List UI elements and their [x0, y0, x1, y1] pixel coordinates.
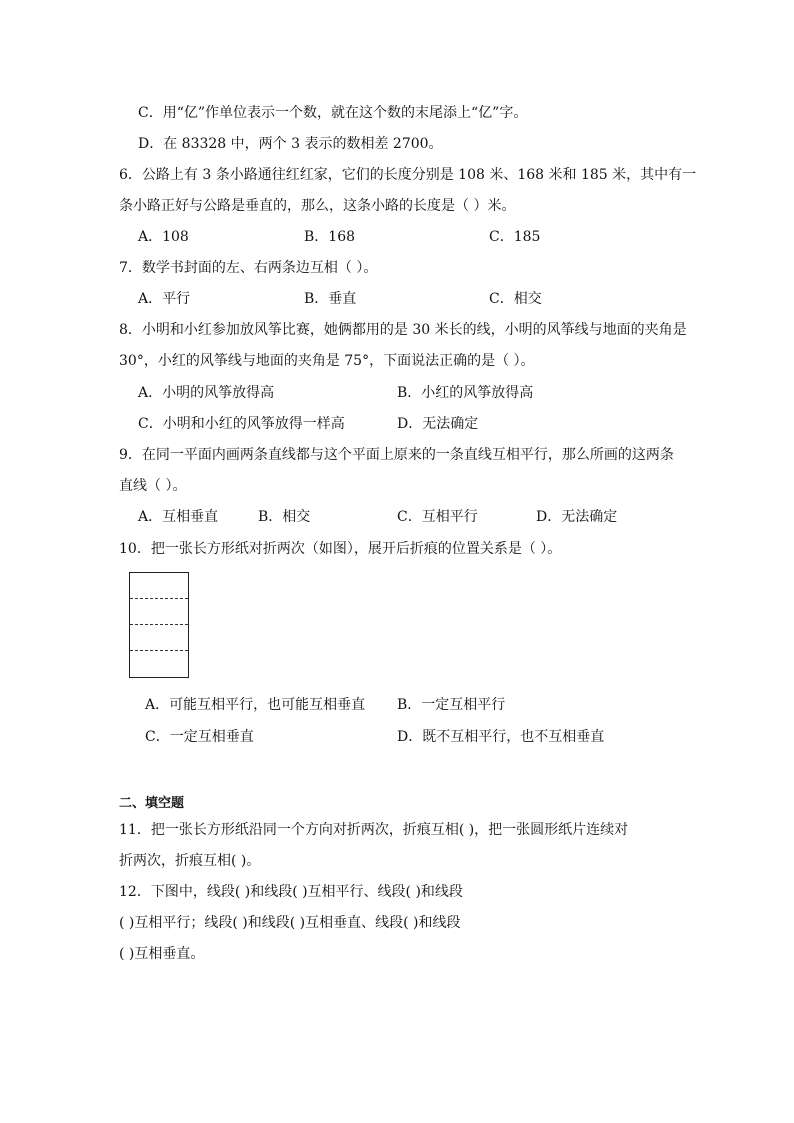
q12-stem-line1: 12．下图中，线段( )和线段( )互相平行、线段( )和线段: [119, 884, 463, 900]
q8-stem-line2: 30°，小红的风筝线与地面的夹角是 75°，下面说法正确的是（ ）。: [119, 353, 535, 369]
q8-option-c: C．小明和小红的风筝放得一样高: [138, 416, 345, 432]
q9-option-c: C．互相平行: [397, 509, 478, 525]
q10-stem: 10．把一张长方形纸对折两次（如图），展开后折痕的位置关系是（ ）。: [119, 541, 562, 557]
q10-option-a: A．可能互相平行，也可能互相垂直: [145, 697, 366, 713]
q9-option-b: B．相交: [258, 509, 311, 525]
q9-option-a: A．互相垂直: [138, 509, 219, 525]
q8-option-d: D．无法确定: [397, 416, 479, 432]
q7-option-a: A．平行: [138, 291, 191, 307]
q8-option-b: B．小红的风筝放得高: [397, 385, 534, 401]
q10-option-d: D．既不互相平行，也不互相垂直: [397, 729, 605, 745]
q7-option-b: B．垂直: [304, 291, 357, 307]
folded-paper-figure: [129, 572, 189, 678]
q6-stem-line2: 条小路正好与公路是垂直的，那么，这条小路的长度是（ ）米。: [119, 198, 516, 214]
q12-stem-line3: ( )互相垂直。: [119, 946, 205, 962]
q11-stem-line2: 折两次，折痕互相( )。: [119, 853, 261, 869]
q12-stem-line2: ( )互相平行；线段( )和线段( )互相垂直、线段( )和线段: [119, 915, 461, 931]
q7-stem: 7．数学书封面的左、右两条边互相（ ）。: [119, 260, 378, 276]
q10-option-b: B．一定互相平行: [397, 697, 506, 713]
q6-stem-line1: 6．公路上有 3 条小路通往红红家，它们的长度分别是 108 米、168 米和 185 米，其中有一: [119, 167, 697, 183]
q11-stem-line1: 11．把一张长方形纸沿同一个方向对折两次，折痕互相( )，把一张圆形纸片连续对: [119, 822, 629, 838]
q6-option-b: B．168: [304, 229, 356, 245]
q5-option-d: D．在 83328 中，两个 3 表示的数相差 2700。: [138, 136, 443, 152]
fold-crease-2: [130, 624, 188, 625]
q7-option-c: C．相交: [489, 291, 542, 307]
q10-option-c: C．一定互相垂直: [145, 729, 254, 745]
q8-stem-line1: 8．小明和小红参加放风筝比赛，她俩都用的是 30 米长的线，小明的风筝线与地面的夹角是: [119, 322, 687, 338]
q6-option-a: A．108: [138, 229, 189, 245]
q5-option-c: C．用“亿”作单位表示一个数，就在这个数的末尾添上“亿”字。: [138, 105, 528, 121]
q9-stem-line2: 直线（ ）。: [119, 478, 187, 494]
q9-option-d: D．无法确定: [536, 509, 618, 525]
section-title-fill-in: 二、填空题: [119, 796, 185, 811]
q9-stem-line1: 9．在同一平面内画两条直线都与这个平面上原来的一条直线互相平行，那么所画的这两条: [119, 447, 674, 463]
fold-crease-1: [130, 598, 188, 599]
fold-crease-3: [130, 650, 188, 651]
q6-option-c: C．185: [489, 229, 541, 245]
q8-option-a: A．小明的风筝放得高: [138, 385, 275, 401]
